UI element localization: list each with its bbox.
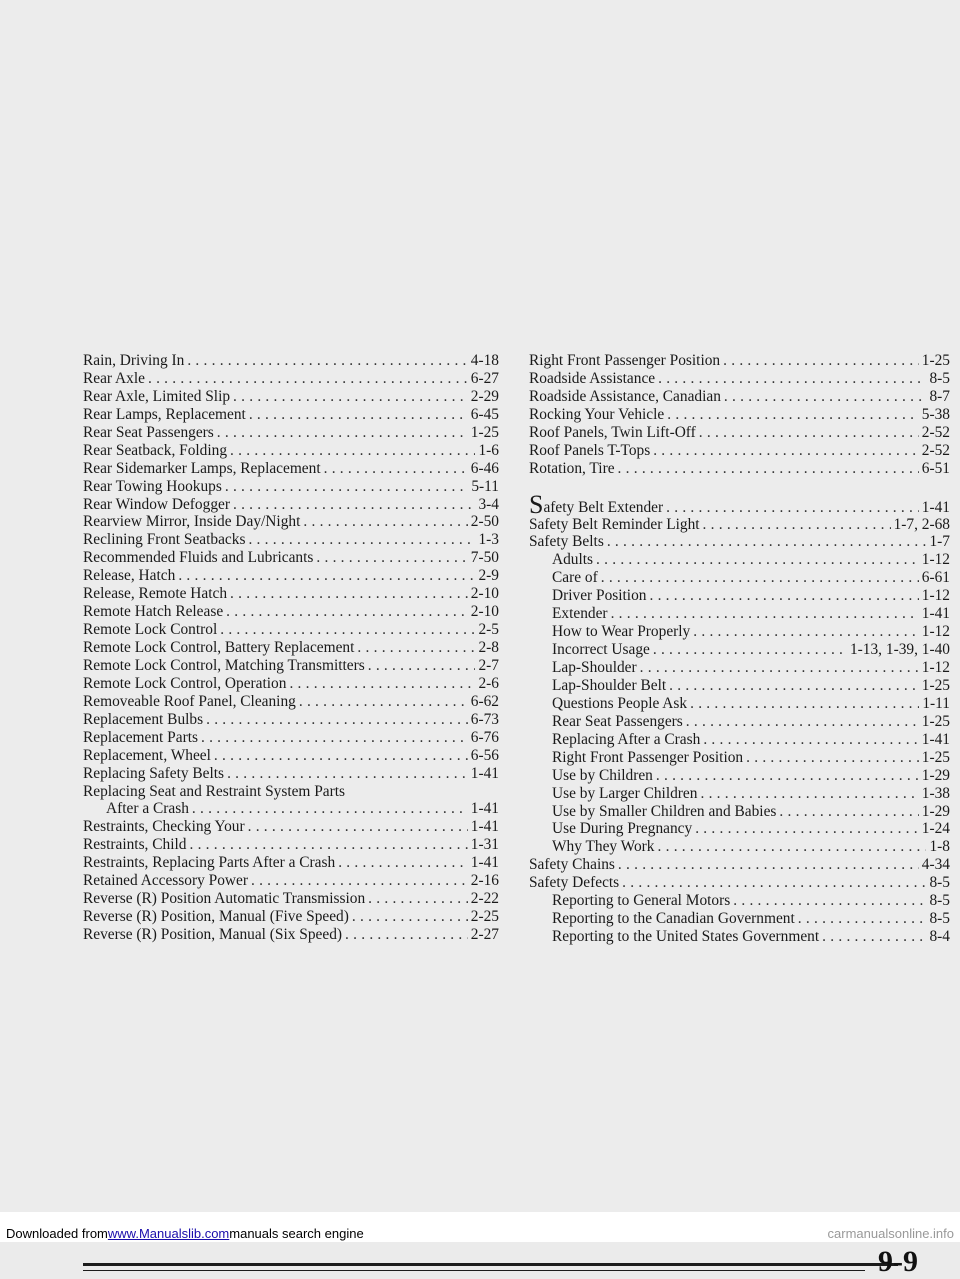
- dot-leader: [607, 533, 927, 551]
- index-entry-page: 1-41: [470, 854, 499, 872]
- dot-leader: [187, 352, 467, 370]
- index-entry-term: Remote Lock Control, Matching Transmitters: [83, 656, 365, 674]
- index-entry: [83, 711, 499, 729]
- index-entry-page: 2-29: [470, 387, 499, 405]
- index-entry: [529, 516, 950, 534]
- index-entry-page: 1-31: [470, 836, 499, 854]
- dot-leader: [233, 496, 475, 514]
- index-entry-page: 1-24: [921, 820, 950, 838]
- index-entry-term: Rear Sidemarker Lamps, Replacement: [83, 459, 321, 477]
- index-entry-page: 2-50: [470, 513, 499, 531]
- index-entry-page: 8-5: [929, 910, 950, 928]
- index-entry: [83, 926, 499, 944]
- index-entry: [83, 818, 499, 836]
- dot-leader: [656, 767, 919, 785]
- index-entry-page: 1-41: [470, 800, 499, 818]
- index-entry-page: 1-8: [929, 838, 950, 856]
- dot-leader: [703, 516, 891, 534]
- index-subentry: [529, 605, 950, 623]
- index-entry: [83, 603, 499, 621]
- index-entry: [83, 388, 499, 406]
- index-subentry: [529, 677, 950, 695]
- index-entry-term: Remote Lock Control, Operation: [83, 674, 287, 692]
- dot-leader: [289, 675, 475, 693]
- index-entry-page: 1-6: [478, 441, 499, 459]
- index-entry-term: Remote Lock Control, Battery Replacement: [83, 639, 355, 656]
- index-entry: [83, 460, 499, 478]
- index-entry: [83, 549, 499, 567]
- dot-leader: [192, 800, 468, 818]
- index-entry: [83, 621, 499, 639]
- dot-leader: [189, 836, 467, 854]
- index-entry-page: 1-38: [921, 784, 950, 802]
- index-entry-page: 1-12: [921, 659, 950, 676]
- watermark-text: carmanualsonline.info: [827, 1226, 954, 1241]
- dot-leader: [299, 693, 468, 711]
- dot-leader: [658, 370, 926, 388]
- index-entry-term: Restraints, Replacing Parts After a Crash: [83, 854, 336, 872]
- dot-leader: [248, 818, 468, 836]
- index-entry: [83, 585, 499, 603]
- index-entry-term: Replacing Seat and Restraint System Parts: [83, 782, 346, 800]
- index-entry: [529, 370, 950, 388]
- index-entry-term: Use by Larger Children: [552, 784, 698, 802]
- index-entry-term: Use During Pregnancy: [552, 820, 693, 838]
- index-entry-term: Safety Defects: [529, 874, 620, 892]
- index-entry-page: 5-11: [471, 477, 499, 495]
- page-number: 9-9: [878, 1245, 918, 1278]
- index-entry-term: Retained Accessory Power: [83, 872, 248, 890]
- index-entry-page: 6-73: [470, 710, 499, 728]
- dot-leader: [217, 424, 468, 442]
- index-subentry: [529, 731, 950, 749]
- index-entry-page: 4-34: [921, 856, 950, 874]
- index-entry-page: 1-41: [921, 730, 950, 748]
- dot-leader: [596, 551, 919, 569]
- index-entry-page: 2-22: [470, 890, 499, 908]
- index-entry-term: Roof Panels, Twin Lift-Off: [529, 423, 696, 441]
- index-entry-page: 8-7: [929, 387, 950, 405]
- index-subentry: [529, 641, 950, 659]
- index-subentry: [529, 928, 950, 946]
- dot-leader: [303, 513, 467, 531]
- index-entry-term: Roadside Assistance: [529, 369, 656, 387]
- index-entry-term: Right Front Passenger Position: [529, 352, 721, 369]
- index-entry-term: How to Wear Properly: [552, 623, 691, 641]
- index-entry-page: 1-13, 1-39, 1-40: [849, 641, 950, 659]
- index-entry-page: 4-18: [470, 352, 499, 369]
- dot-leader: [338, 854, 468, 872]
- index-entry-page: 8-5: [929, 369, 950, 387]
- index-entry-term: Rear Lamps, Replacement: [83, 405, 246, 423]
- index-entry: [83, 675, 499, 693]
- index-entry-page: 8-5: [929, 892, 950, 910]
- dot-leader: [352, 908, 468, 926]
- dot-leader: [230, 585, 468, 603]
- index-entry-page: 2-7: [478, 656, 499, 674]
- index-entry: [529, 424, 950, 442]
- index-entry-page: 2-16: [470, 872, 499, 890]
- index-entry-term: After a Crash: [106, 800, 189, 818]
- index-entry-page: 3-4: [478, 495, 499, 513]
- dot-leader: [666, 499, 919, 517]
- dot-leader: [316, 549, 467, 567]
- dot-leader: [695, 820, 919, 838]
- dot-leader: [214, 747, 468, 765]
- index-entry: [83, 872, 499, 890]
- index-entry: [83, 693, 499, 711]
- dot-leader: [690, 695, 919, 713]
- index-entry-page: 6-56: [470, 746, 499, 764]
- dot-leader: [724, 388, 927, 406]
- index-entry-term: Rear Axle: [83, 369, 145, 387]
- index-entry-page: 6-76: [470, 728, 499, 746]
- dot-leader: [611, 605, 919, 623]
- index-entry-term: Reporting to the Canadian Government: [552, 910, 795, 928]
- index-entry-term: Removeable Roof Panel, Cleaning: [83, 692, 296, 710]
- index-entry-term: Right Front Passenger Position: [552, 748, 744, 766]
- index-entry-term: Driver Position: [552, 587, 647, 605]
- index-entry: [83, 747, 499, 765]
- index-entry-page: 1-12: [921, 623, 950, 641]
- index-entry-term: Reverse (R) Position, Manual (Six Speed): [83, 926, 343, 943]
- footer-rule-thick: [83, 1263, 898, 1266]
- dot-leader: [601, 569, 919, 587]
- index-entry-term: Reverse (R) Position, Manual (Five Speed): [83, 908, 349, 926]
- dot-leader: [640, 659, 919, 677]
- dot-leader: [225, 478, 469, 496]
- dot-leader: [693, 623, 919, 641]
- index-group-s: [529, 516, 950, 947]
- index-subentry: [529, 695, 950, 713]
- index-entry-term: Extender: [552, 605, 608, 623]
- dot-leader: [703, 731, 918, 749]
- index-entry-page: 1-41: [470, 818, 499, 836]
- index-entry-term: Rain, Driving In: [83, 352, 185, 369]
- index-entry-safety-belt-extender: [529, 489, 950, 519]
- index-entry-term: Recommended Fluids and Lubricants: [83, 549, 314, 567]
- index-entry-term: Adults: [552, 551, 594, 569]
- dot-leader: [667, 406, 919, 424]
- dot-leader: [251, 872, 468, 890]
- index-entry: [83, 657, 499, 675]
- index-entry: [529, 442, 950, 460]
- index-entry-term: Safety Chains: [529, 856, 615, 874]
- dot-leader: [686, 713, 919, 731]
- dot-leader: [653, 442, 919, 460]
- dot-leader: [233, 388, 468, 406]
- index-entry-page: 6-62: [470, 692, 499, 710]
- index-entry-term: Remote Lock Control: [83, 621, 218, 639]
- index-entry-page: 1-11: [922, 694, 950, 712]
- index-entry: [83, 890, 499, 908]
- index-entry-term: Release, Remote Hatch: [83, 585, 228, 603]
- manualslib-link[interactable]: www.Manualslib.com: [107, 1226, 230, 1241]
- index-entry-page: 2-8: [478, 639, 499, 656]
- dot-leader: [669, 677, 919, 695]
- dot-leader: [723, 352, 919, 370]
- index-entry-page: 5-38: [921, 405, 950, 423]
- index-entry-term: Replacing Safety Belts: [83, 764, 225, 782]
- dot-leader: [220, 621, 475, 639]
- index-entry-term: Restraints, Child: [83, 836, 187, 854]
- index-entry-term: Rear Seatback, Folding: [83, 441, 228, 459]
- index-entry-term: Reporting to General Motors: [552, 892, 731, 910]
- index-entry-term: Replacement Bulbs: [83, 710, 204, 728]
- index-subentry: [529, 713, 950, 731]
- index-entry-term: Lap-Shoulder: [552, 659, 637, 676]
- dot-leader: [798, 910, 927, 928]
- index-entry-page: 1-41: [921, 605, 950, 623]
- index-entry-term: Rear Seat Passengers: [552, 712, 683, 730]
- dot-leader: [178, 567, 475, 585]
- index-entry-term: Restraints, Checking Your: [83, 818, 245, 836]
- index-entry: [83, 836, 499, 854]
- index-entry-page: 1-25: [470, 423, 499, 441]
- dot-leader: [368, 890, 468, 908]
- index-entry-page: 1-7, 2-68: [893, 515, 950, 533]
- index-entry-term: Questions People Ask: [552, 694, 688, 712]
- dot-leader: [357, 639, 475, 657]
- index-entry-term: Safety Belts: [529, 533, 604, 551]
- index-entry-page: 2-10: [470, 585, 499, 603]
- dot-leader: [249, 406, 468, 424]
- section-initial-letter: S: [529, 489, 544, 519]
- index-entry: [83, 513, 499, 531]
- index-entry-page: 1-25: [921, 748, 950, 766]
- index-entry-page: 1-25: [921, 676, 950, 694]
- dot-leader: [822, 928, 926, 946]
- index-entry: [529, 874, 950, 892]
- index-subentry: [529, 892, 950, 910]
- index-entry: [83, 765, 499, 783]
- index-entry-page: 8-5: [929, 874, 950, 892]
- index-subentry: [529, 551, 950, 569]
- index-entry-term: Remote Hatch Release: [83, 603, 224, 621]
- index-entry-term: Rocking Your Vehicle: [529, 405, 665, 423]
- index-entry-term: Roof Panels T-Tops: [529, 441, 651, 459]
- index-entry-term: Reverse (R) Position Automatic Transmission: [83, 890, 366, 908]
- index-entry: [83, 406, 499, 424]
- index-entry: [83, 783, 499, 801]
- index-entry: [529, 406, 950, 424]
- index-subentry: [529, 820, 950, 838]
- dot-leader: [227, 765, 468, 783]
- index-entry-term: Roadside Assistance, Canadian: [529, 387, 721, 405]
- dot-leader: [658, 838, 927, 856]
- dot-leader: [368, 657, 476, 675]
- index-entry: [83, 424, 499, 442]
- dot-leader: [206, 711, 468, 729]
- index-entry: [83, 370, 499, 388]
- index-entry: [83, 442, 499, 460]
- index-entry-page: 7-50: [470, 549, 499, 567]
- dot-leader: [622, 874, 926, 892]
- index-entry: [529, 533, 950, 551]
- index-entry: [83, 567, 499, 585]
- dot-leader: [226, 603, 468, 621]
- index-entry-page: 1-41: [921, 498, 950, 516]
- index-entry-page: 6-27: [470, 369, 499, 387]
- dot-leader: [699, 424, 919, 442]
- index-entry-page: 8-4: [929, 928, 950, 946]
- index-entry-term: Release, Hatch: [83, 567, 176, 585]
- index-column-left: [83, 352, 499, 944]
- dot-leader: [148, 370, 468, 388]
- index-entry-term: Lap-Shoulder Belt: [552, 676, 667, 694]
- index-entry-page: 2-27: [470, 926, 499, 943]
- index-subentry: [529, 623, 950, 641]
- index-entry-page: 2-5: [478, 621, 499, 639]
- index-entry-term: Rear Seat Passengers: [83, 423, 214, 441]
- index-entry-term: Rotation, Tire: [529, 459, 615, 477]
- index-group-r-continued: [529, 352, 950, 478]
- index-entry-term: Rear Axle, Limited Slip: [83, 387, 231, 405]
- index-column-right: [529, 352, 950, 946]
- index-entry-term: Replacement, Wheel: [83, 746, 211, 764]
- dot-leader: [779, 803, 918, 821]
- index-entry-page: 2-6: [478, 674, 499, 692]
- index-entry-page: 6-45: [470, 405, 499, 423]
- index-entry-page: 2-25: [470, 908, 499, 926]
- index-entry-page: 1-29: [921, 766, 950, 784]
- dot-leader: [345, 926, 468, 944]
- index-subentry: [529, 569, 950, 587]
- index-entry-term: Replacing After a Crash: [552, 730, 701, 748]
- index-subentry: [83, 800, 499, 818]
- index-entry-term: Safety Belt Reminder Light: [529, 515, 700, 533]
- index-entry-page: 1-25: [921, 352, 950, 369]
- index-entry: [83, 352, 499, 370]
- index-entry: [529, 856, 950, 874]
- index-subentry: [529, 910, 950, 928]
- index-subentry: [529, 767, 950, 785]
- index-entry-term: Why They Work: [552, 838, 655, 856]
- index-entry-page: 2-9: [478, 567, 499, 585]
- index-entry-page: 1-29: [921, 802, 950, 820]
- section-gap: [529, 478, 950, 498]
- index-entry: [83, 531, 499, 549]
- index-entry-page: 1-3: [478, 531, 499, 549]
- index-entry: [83, 908, 499, 926]
- index-entry: [83, 496, 499, 514]
- index-subentry: [529, 587, 950, 605]
- dot-leader: [324, 460, 468, 478]
- dot-leader: [618, 856, 919, 874]
- index-entry-page: 2-10: [470, 603, 499, 621]
- download-footer: [0, 1212, 960, 1242]
- index-entry-page: 1-41: [470, 764, 499, 782]
- index-entry-page: 2-52: [921, 441, 950, 459]
- index-entry: [83, 729, 499, 747]
- index-subentry: [529, 785, 950, 803]
- index-entry-page: 1-12: [921, 587, 950, 605]
- dot-leader: [201, 729, 468, 747]
- index-entry-page: 2-52: [921, 423, 950, 441]
- dot-leader: [618, 460, 919, 478]
- index-entry-term: Reclining Front Seatbacks: [83, 531, 246, 549]
- index-entry: [83, 639, 499, 657]
- dot-leader: [230, 442, 475, 460]
- footer-suffix: manuals search engine: [229, 1226, 364, 1241]
- dot-leader: [653, 641, 847, 659]
- index-entry-page: 6-51: [921, 459, 950, 477]
- index-entry-page: 6-61: [921, 569, 950, 587]
- index-entry-term: Incorrect Usage: [552, 641, 650, 659]
- index-entry-page: 1-7: [929, 533, 950, 551]
- index-entry-page: 6-46: [470, 459, 499, 477]
- index-subentry: [529, 659, 950, 677]
- index-entry: [529, 460, 950, 478]
- index-entry-term: Use by Children: [552, 766, 653, 784]
- dot-leader: [733, 892, 926, 910]
- index-entry: [529, 388, 950, 406]
- footer-prefix: Downloaded from: [6, 1226, 108, 1241]
- dot-leader: [700, 785, 918, 803]
- dot-leader: [248, 531, 475, 549]
- index-entry-page: 1-25: [921, 712, 950, 730]
- dot-leader: [746, 749, 919, 767]
- index-entry: [83, 478, 499, 496]
- index-entry-term: Rear Window Defogger: [83, 495, 230, 513]
- index-entry-term: Rearview Mirror, Inside Day/Night: [83, 513, 301, 531]
- index-subentry: [529, 838, 950, 856]
- footer-rule-thin: [83, 1270, 865, 1271]
- index-entry-term: Reporting to the United States Government: [552, 928, 820, 946]
- index-entry-term: Replacement Parts: [83, 728, 198, 746]
- index-entry-term: Use by Smaller Children and Babies: [552, 802, 777, 820]
- index-entry: [83, 854, 499, 872]
- index-entry-term: Rear Towing Hookups: [83, 477, 222, 495]
- index-entry: [529, 352, 950, 370]
- index-subentry: [529, 803, 950, 821]
- index-entry-page: 1-12: [921, 551, 950, 569]
- dot-leader: [649, 587, 918, 605]
- index-entry-term: Care of: [552, 569, 598, 587]
- index-entry-term: afety Belt Extender: [543, 498, 664, 516]
- index-subentry: [529, 749, 950, 767]
